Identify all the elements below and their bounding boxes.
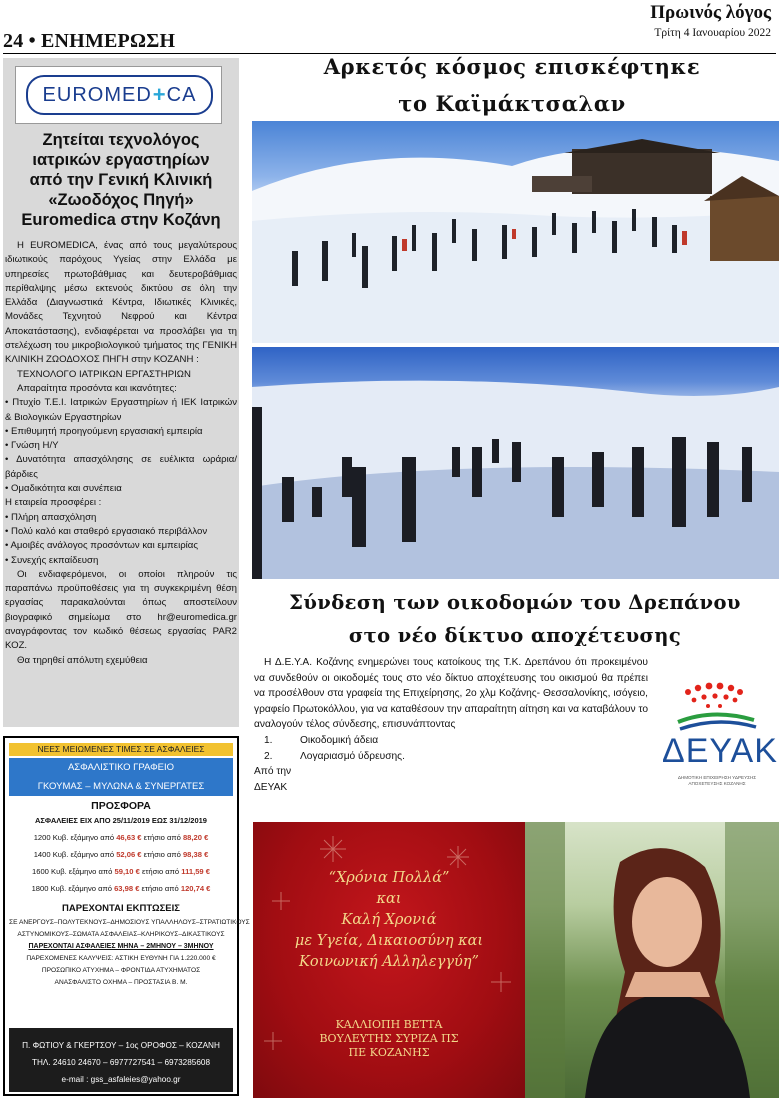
intro-paragraph: Η EUROMEDICA, ένας από τους μεγαλύτερους ιδιωτικούς παρόχους Υγείας στην Ελλάδα με υπηρεσίες πρωτοβάθμιας και δευτεροβάθμιας περίθαλψης μέσω εκτενούς δικτύου σε όλη την Ελλάδα (Διαγνωστικά Κέντρα, Ιδιωτικές Κλινικές, Μονάδες Τεχνητού Νεφρού και Κέντρα Αποκατάστασης), ενδιαφέρεται να προσλάβει για τη στελέχωση του μικροβιολογικού τμήματος της ΓΕΝΙΚΗ ΚΛΙΝΙΚΗ ΖΩΟΔΟΧΟΣ ΠΗΓΗ στην ΚΟΖΑΝΗ :: [5, 240, 237, 366]
greeting-signature: ΚΑΛΛΙΟΠΗ ΒΕΤΤΑ ΒΟΥΛΕΥΤΗΣ ΣΥΡΙΖΑ ΠΣ ΠΕ ΚΟΖΑΝΗΣ: [319, 1018, 459, 1059]
euromedica-logo: EUROMED + CA: [15, 66, 222, 124]
discounts-line: ΣΕ ΑΝΕΡΓΟΥΣ–ΠΟΛΥΤΕΚΝΟΥΣ–ΔΗΜΟΣΙΟΥΣ ΥΠΑΛΛΗΛΟΥΣ–ΣΤΡΑΤΙΩΤΙΚΟΥΣ: [9, 919, 250, 926]
deyak-logo-text: ΔΕΥΑΚ: [662, 732, 778, 770]
coverage-line: ΠΡΟΣΩΠΙΚΟ ΑΤΥΧΗΜΑ – ΦΡΟΝΤΙΔΑ ΑΤΥΧΗΜΑΤΟΣ: [41, 967, 201, 974]
list-item: • Γνώση Η/Υ: [5, 440, 59, 452]
drainage-paragraph: Η Δ.Ε.Υ.Α. Κοζάνης ενημερώνει τους κατοίκους της Τ.Κ. Δρεπάνου ότι προκειμένου να συνδεθούν οι οικοδομές τους στο νέο δίκτυο αποχέτευσης του οικισμού θα πρέπει να προσέλθουν στα γραφεία της Επιχείρησης, 2ο χλμ Κοζάνης- Θεσσαλονίκης, ισόγειο, γραφείο Πρωτοκόλλου, για να καταθέσουν την απαραίτητη αίτηση και να καταβάλουν το αναλογούν τέλος σύνδεσης, επισυνάπτοντας: [254, 657, 648, 731]
contact-address: Π. ΦΩΤΙΟΥ & ΓΚΕΡΤΣΟΥ – 1ος ΟΡΟΦΟΣ – ΚΟΖΑΝΗ: [22, 1041, 220, 1050]
insurance-offer: [9, 798, 250, 986]
snow-crowd-illustration: [252, 347, 779, 579]
list-item: • Ομαδικότητα και συνέπεια: [5, 483, 122, 495]
deyak-logo: [658, 680, 778, 800]
drainage-headline: Σύνδεση των οικοδομών του Δρεπάνου στο νέο δίκτυο αποχέτευσης: [289, 591, 741, 647]
list-item: 1. Οικοδομική άδεια: [264, 734, 379, 746]
insurance-office-banner: ΑΣΦΑΛΙΣΤΙΚΟ ΓΡΑΦΕΙΟ ΓΚΟΥΜΑΣ – ΜΥΛΩΝΑ & ΣΥΝΕΡΓΑΤΕΣ: [9, 758, 233, 796]
offer-title: ΠΡΟΣΦΟΡΑ: [91, 800, 151, 812]
snow-crowd-photo: [252, 347, 779, 579]
plus-icon: +: [152, 82, 166, 107]
price-row: 1800 Κυβ. εξάμηνο από 63,98 € ετήσιο από 120,74 €: [31, 884, 211, 893]
newspaper-name: Πρωινός λόγος: [650, 2, 771, 23]
euromedica-article: [3, 58, 239, 727]
contact-phones: ΤΗΛ. 24610 24670 – 6977727541 – 6973285608: [31, 1058, 211, 1067]
price-row: 1400 Κυβ. εξάμηνο από 52,06 € ετήσιο από 98,38 €: [33, 850, 209, 859]
portrait-illustration: [525, 822, 779, 1098]
terms-line: ΠΑΡΕΧΟΝΤΑΙ ΑΣΦΑΛΕΙΕΣ ΜΗΝΑ – 2ΜΗΝΟΥ – 3ΜΗΝΟΥ: [28, 943, 214, 950]
page-section-label: 24 • ΕΝΗΜΕΡΩΣΗ: [3, 30, 176, 52]
closing-paragraph: Οι ενδιαφερόμενοι, οι οποίοι πληρούν τις παραπάνω προϋποθέσεις για τη συγκεκριμένη θέση εργασίας παρακαλούνται όπως αποστείλουν βιογραφικό σημείωμα στο hr@euromedica.gr αναγράφοντας τον κωδικό θέσεως εργασίας PAR2 ΚΟΖ.: [5, 568, 237, 652]
list-item: • Δυνατότητα απασχόλησης σε ευέλικτα ωράρια/βάρδιες: [5, 454, 237, 480]
list-item: • Πτυχίο Τ.Ε.Ι. Ιατρικών Εργαστηρίων ή ΙΕΚ Ιατρικών & Βιολογικών Εργαστηρίων: [5, 397, 237, 423]
sign-off-from: Από την: [254, 766, 292, 778]
requirements-label: Απαραίτητα προσόντα και ικανότητες:: [17, 382, 177, 394]
water-drops-icon: [658, 680, 774, 735]
euromedica-body: [5, 239, 237, 668]
list-item: • Συνεχής εκπαίδευση: [5, 554, 99, 566]
list-item: • Αμοιβές ανάλογος προσόντων και εμπειρίας: [5, 540, 198, 552]
coverage-line: ΠΑΡΕΧΟΜΕΝΕΣ ΚΑΛΥΨΕΙΣ: ΑΣΤΙΚΗ ΕΥΘΥΝΗ ΓΙΑ 1.220.000 €: [26, 955, 216, 962]
list-item: • Πλήρη απασχόληση: [5, 511, 97, 523]
sign-off-signature: ΔΕΥΑΚ: [254, 781, 288, 793]
issue-date: Τρίτη 4 Ιανουαρίου 2022: [654, 27, 771, 39]
discounts-line: ΑΣΤΥΝΟΜΙΚΟΥΣ–ΣΩΜΑΤΑ ΑΣΦΑΛΕΙΑΣ–ΚΛΗΡΙΚΟΥΣ–ΔΙΚΑΣΤΙΚΟΥΣ: [17, 931, 225, 938]
confidential-note: Θα τηρηθεί απόλυτη εχεμύθεια: [17, 654, 148, 666]
insurance-top-banner: ΝΕΕΣ ΜΕΙΩΜΕΝΕΣ ΤΙΜΕΣ ΣΕ ΑΣΦΑΛΕΙΕΣ: [9, 743, 233, 756]
insurance-contact: [9, 1028, 233, 1092]
price-row: 1200 Κυβ. εξάμηνο από 46,63 € ετήσιο από 88,20 €: [33, 833, 209, 842]
contact-email: e-mail : gss_asfaleies@yahoo.gr: [61, 1075, 181, 1084]
insurance-advertisement: [3, 736, 250, 1096]
price-row: 1600 Κυβ. εξάμηνο από 59,10 € ετήσιο από 111,59 €: [32, 867, 210, 876]
main-headline: Αρκετός κόσμος επισκέφτηκε το Καϊμάκτσαλαν: [323, 54, 701, 116]
offer-period: ΑΣΦΑΛΕΙΕΣ ΕΙΧ ΑΠΟ 25/11/2019 ΕΩΣ 31/12/2019: [35, 816, 207, 825]
list-item: 2. Λογαριασμό ύδρευσης.: [264, 750, 405, 762]
coverage-line: ΑΝΑΣΦΑΛΙΣΤΟ ΟΧΗΜΑ – ΠΡΟΣΤΑΣΙΑ Β. Μ.: [54, 979, 188, 986]
euromedica-headline: Ζητείται τεχνολόγος ιατρικών εργαστηρίων από την Γενική Κλινική «Ζωοδόχος Πηγή» Euromedica στην Κοζάνη: [21, 131, 221, 229]
ski-resort-photo: [252, 121, 779, 343]
deyak-logo-subtitle: ΔΗΜΟΤΙΚΗ ΕΠΙΧΕΙΡΗΣΗ ΥΔΡΕΥΣΗΣ ΑΠΟΧΕΤΕΥΣΗΣ ΚΟΖΑΝΗΣ: [677, 775, 757, 786]
offers-label: Η εταιρεία προσφέρει :: [5, 497, 102, 509]
ski-resort-illustration: [252, 121, 779, 343]
greeting-message: “Χρόνια Πολλά” και Καλή Χρονιά με Υγεία, Δικαιοσύνη και Κοινωνική Αλληλεγγύη”: [294, 870, 484, 970]
list-item: • Επιθυμητή προηγούμενη εργασιακή εμπειρία: [5, 425, 203, 437]
discounts-title: ΠΑΡΕΧΟΝΤΑΙ ΕΚΠΤΩΣΕΙΣ: [62, 903, 180, 914]
position-title: ΤΕΧΝΟΛΟΓΟ ΙΑΤΡΙΚΩΝ ΕΡΓΑΣΤΗΡΙΩΝ: [17, 368, 191, 380]
drainage-article-body: [254, 655, 648, 795]
greeting-card: [253, 822, 525, 1098]
list-item: • Πολύ καλό και σταθερό εργασιακό περιβάλλον: [5, 525, 208, 537]
portrait-photo: [525, 822, 779, 1098]
